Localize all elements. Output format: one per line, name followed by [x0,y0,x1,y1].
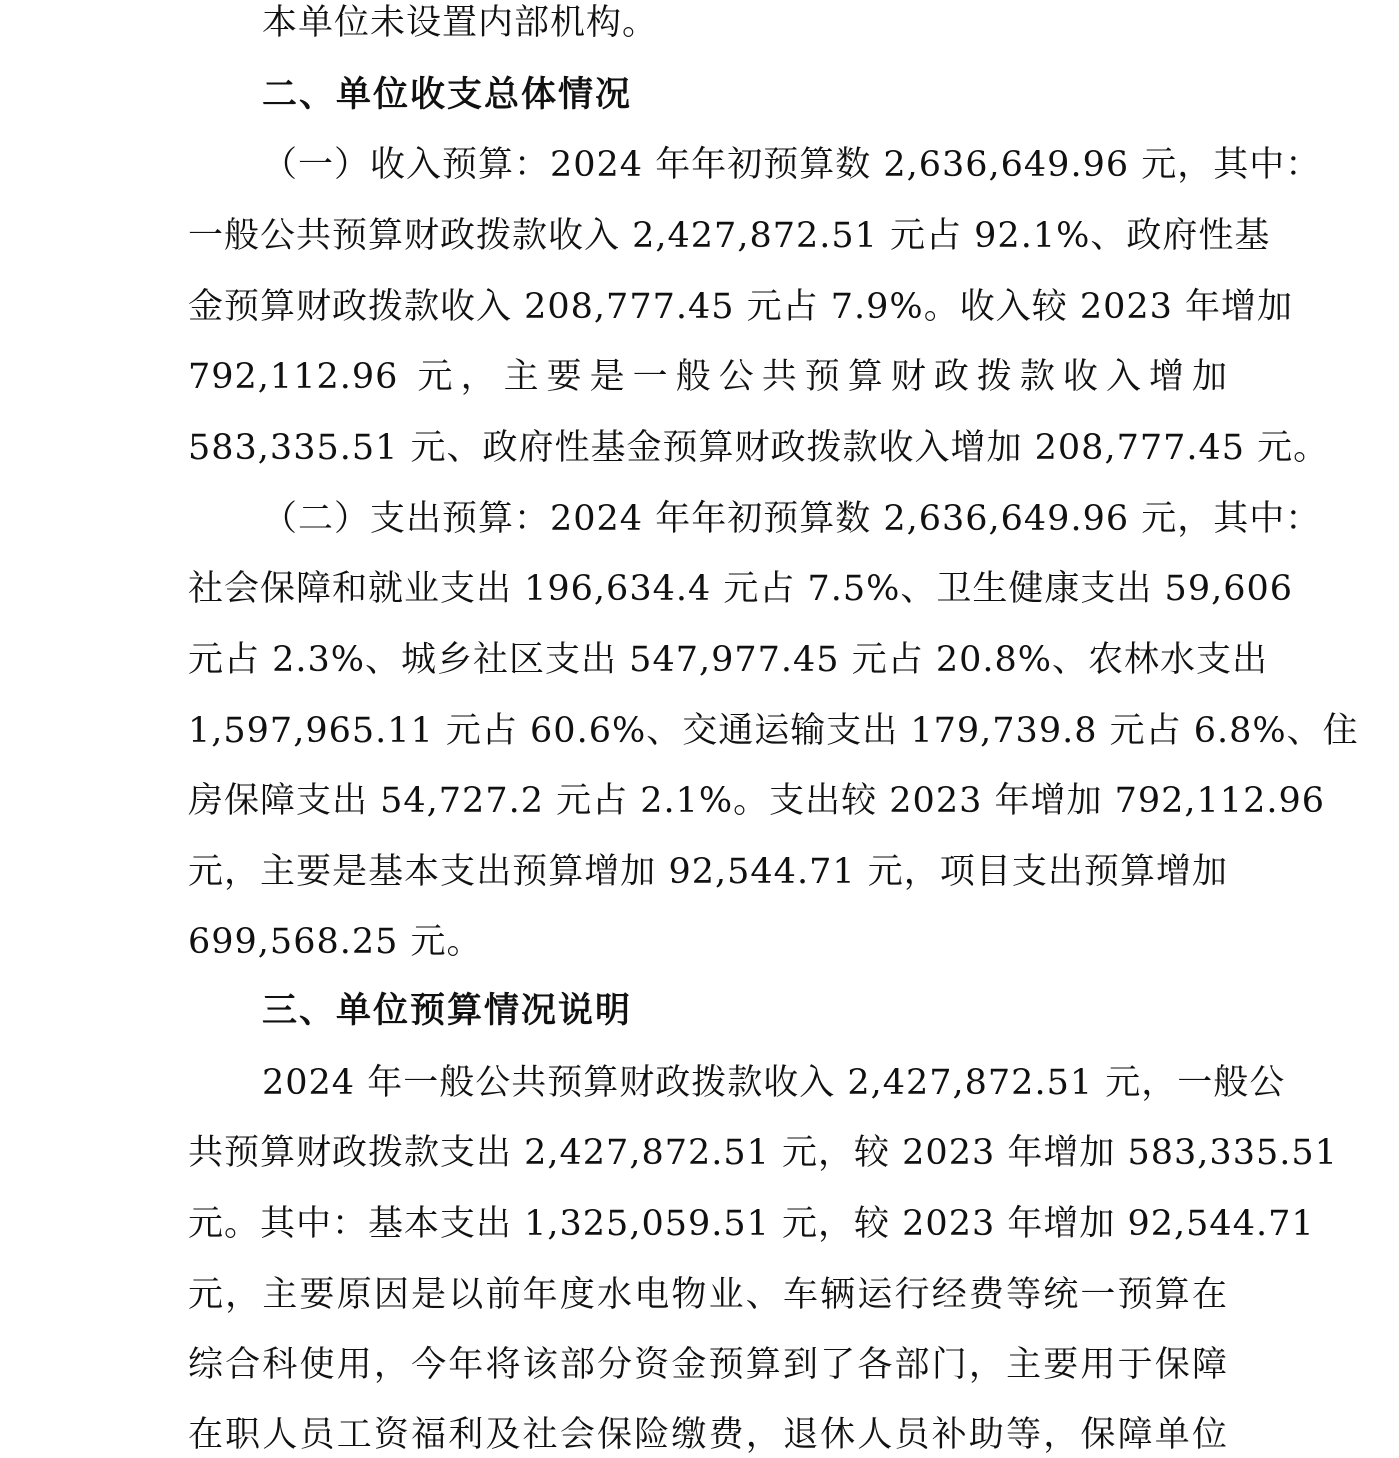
section-heading-2: 二、单位收支总体情况 [262,75,633,115]
paragraph-line: 元，主要是基本支出预算增加 92,544.71 元，项目支出预算增加 [188,852,1228,892]
paragraph-line: 元占 2.3%、城乡社区支出 547,977.45 元占 20.8%、农林水支出 [188,640,1269,680]
paragraph-line: 金预算财政拨款收入 208,777.45 元占 7.9%。收入较 2023 年增加 [188,287,1294,327]
paragraph-line: 综合科使用，今年将该部分资金预算到了各部门，主要用于保障 [188,1345,1228,1385]
paragraph-line: 699,568.25 元。 [188,922,483,962]
paragraph-line: 元。其中：基本支出 1,325,059.51 元，较 2023 年增加 92,544.71 [188,1204,1315,1244]
paragraph-line: 2024 年一般公共预算财政拨款收入 2,427,872.51 元，一般公 [262,1063,1286,1103]
paragraph-line: 792,112.96 元，主要是一般公共预算财政拨款收入增加 [188,357,1228,397]
paragraph-line: 在职人员工资福利及社会保险缴费，退休人员补助等，保障单位 [188,1415,1228,1455]
paragraph-line: 一般公共预算财政拨款收入 2,427,872.51 元占 92.1%、政府性基 [188,216,1271,256]
paragraph-line: （二）支出预算：2024 年年初预算数 2,636,649.96 元，其中： [262,499,1322,539]
paragraph-line: 元，主要原因是以前年度水电物业、车辆运行经费等统一预算在 [188,1275,1228,1315]
paragraph-line: 本单位未设置内部机构。 [262,3,659,43]
paragraph-line: 1,597,965.11 元占 60.6%、交通运输支出 179,739.8 元占 6.8%、住 [188,711,1359,751]
paragraph-line: 583,335.51 元、政府性基金预算财政拨款收入增加 208,777.45 元。 [188,428,1330,468]
paragraph-line: 房保障支出 54,727.2 元占 2.1%。支出较 2023 年增加 792,112.96 [188,781,1325,821]
paragraph-line: 社会保障和就业支出 196,634.4 元占 7.5%、卫生健康支出 59,606 [188,569,1294,609]
paragraph-line: （一）收入预算：2024 年年初预算数 2,636,649.96 元，其中： [262,145,1322,185]
paragraph-line: 共预算财政拨款支出 2,427,872.51 元，较 2023 年增加 583,335.51 [188,1133,1338,1173]
section-heading-3: 三、单位预算情况说明 [262,991,633,1031]
